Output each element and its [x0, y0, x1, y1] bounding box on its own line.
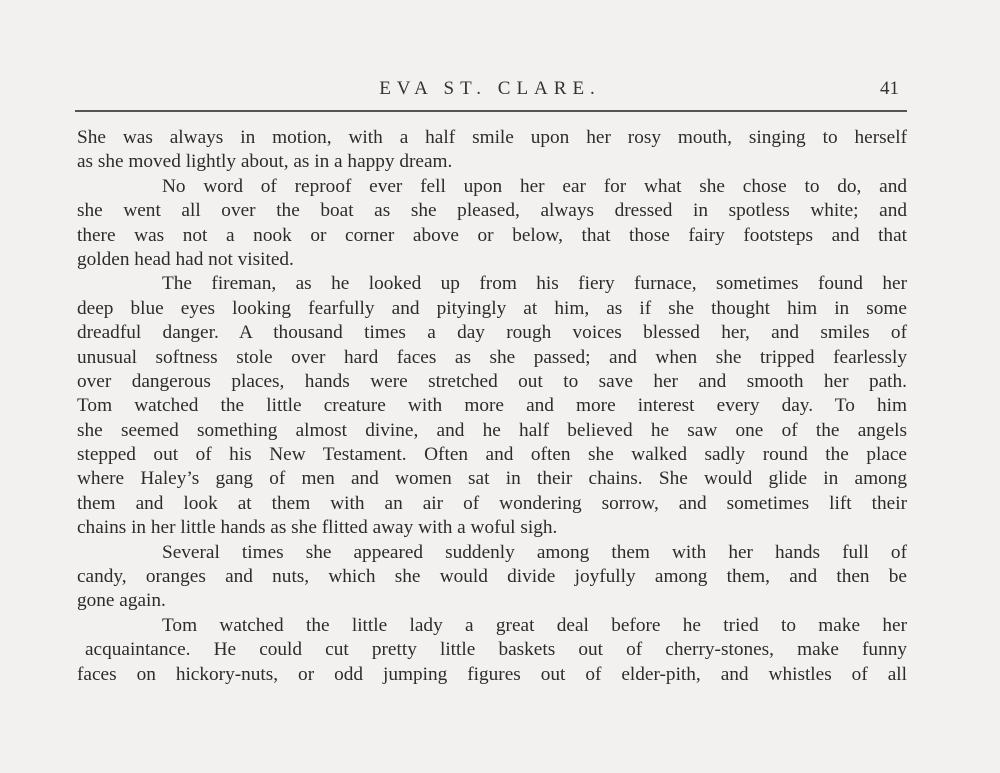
- text-line: there was not a nook or corner above or below, that those fairy footsteps and that: [77, 224, 907, 246]
- text-line: them and look at them with an air of wondering sorrow, and sometimes lift their: [77, 492, 907, 514]
- text-line: Several times she appeared suddenly among them with her hands full of: [162, 541, 907, 563]
- text-line: over dangerous places, hands were stretched out to save her and smooth her path.: [77, 370, 907, 392]
- text-line: No word of reproof ever fell upon her ear for what she chose to do, and: [162, 175, 907, 197]
- text-line: unusual softness stole over hard faces as she passed; and when she tripped fearlessly: [77, 346, 907, 368]
- text-line: Tom watched the little creature with more and more interest every day. To him: [77, 395, 907, 417]
- text-line: acquaintance. He could cut pretty little baskets out of cherry-stones, make funny: [85, 639, 907, 661]
- text-line: candy, oranges and nuts, which she would divide joyfully among them, and then be: [77, 566, 907, 588]
- page-number: 41: [880, 78, 899, 99]
- text-line: chains in her little hands as she flitted away with a woful sigh.: [77, 517, 558, 539]
- text-line: The fireman, as he looked up from his fiery furnace, sometimes found her: [162, 273, 907, 295]
- text-line: faces on hickory-nuts, or odd jumping figures out of elder-pith, and whistles of all: [77, 663, 907, 685]
- text-line: dreadful danger. A thousand times a day rough voices blessed her, and smiles of: [77, 322, 907, 344]
- text-line: as she moved lightly about, as in a happy dream.: [77, 151, 453, 173]
- body-text: [77, 126, 907, 687]
- chapter-title: EVA ST. CLARE.: [379, 78, 601, 99]
- text-line: where Haley’s gang of men and women sat in their chains. She would glide in among: [77, 468, 907, 490]
- running-header: [75, 78, 905, 108]
- text-line: stepped out of his New Testament. Often and often she walked sadly round the place: [77, 444, 907, 466]
- text-line: golden head had not visited.: [77, 248, 294, 270]
- text-line: gone again.: [77, 590, 166, 612]
- text-line: deep blue eyes looking fearfully and pityingly at him, as if she thought him in some: [77, 297, 907, 319]
- text-line: She was always in motion, with a half smile upon her rosy mouth, singing to herself: [77, 127, 907, 148]
- text-line: Tom watched the little lady a great deal before he tried to make her: [162, 614, 907, 636]
- text-line: she went all over the boat as she pleased, always dressed in spotless white; and: [77, 200, 907, 222]
- header-rule: [75, 110, 907, 112]
- text-line: she seemed something almost divine, and he half believed he saw one of the angels: [77, 419, 907, 441]
